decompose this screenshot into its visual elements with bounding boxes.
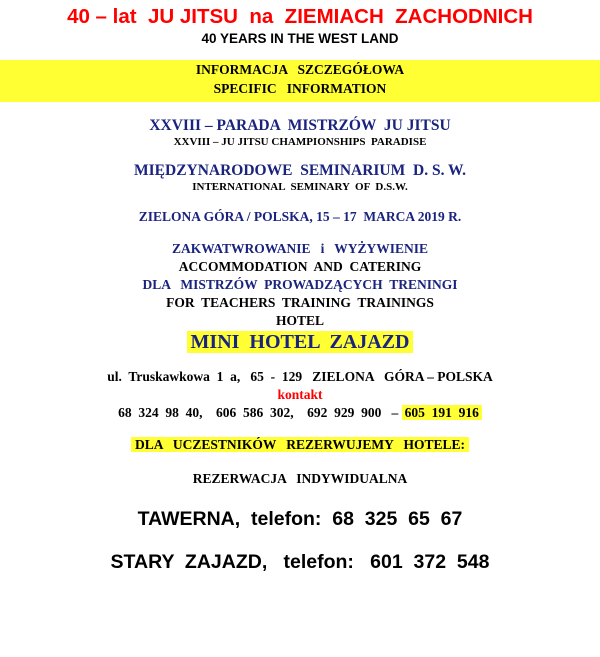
individual-reservation: REZERWACJA INDYWIDUALNA bbox=[192, 471, 408, 486]
info-banner-line-en: SPECIFIC INFORMATION bbox=[213, 81, 387, 96]
contact-label: kontakt bbox=[277, 387, 323, 402]
hotel-label: HOTEL bbox=[275, 313, 324, 328]
accommodation-line-en: ACCOMMODATION AND CATERING bbox=[178, 259, 422, 274]
contact-phones-line bbox=[0, 404, 600, 422]
parade-title-pl: XXVIII – PARADA MISTRZÓW JU JITSU bbox=[149, 117, 451, 134]
event-place-date: ZIELONA GÓRA / POLSKA, 15 – 17 MARCA 2019 R. bbox=[138, 209, 462, 224]
contact-phones: 68 324 98 40, 606 586 302, 692 929 900 – bbox=[118, 405, 399, 420]
seminar-title-en: INTERNATIONAL SEMINARY OF D.S.W. bbox=[192, 181, 408, 193]
accommodation-line-pl: ZAKWATWROWANIE i WYŻYWIENIE bbox=[171, 241, 429, 256]
info-banner bbox=[0, 60, 600, 102]
page-title: 40 – lat JU JITSU na ZIEMIACH ZACHODNICH bbox=[67, 5, 533, 28]
hotel-name: MINI HOTEL ZAJAZD bbox=[187, 331, 414, 353]
reservations-heading: DLA UCZESTNIKÓW REZERWUJEMY HOTELE: bbox=[131, 437, 469, 452]
parade-title-en: XXVIII – JU JITSU CHAMPIONSHIPS PARADISE bbox=[173, 136, 427, 148]
highlighted-phone: 605 191 916 bbox=[402, 405, 482, 420]
teachers-line-en: FOR TEACHERS TRAINING TRAININGS bbox=[166, 295, 434, 310]
teachers-line-pl: DLA MISTRZÓW PROWADZĄCYCH TRENINGI bbox=[142, 277, 458, 292]
hotel-tawerna: TAWERNA, telefon: 68 325 65 67 bbox=[137, 508, 463, 530]
hotel-stary-zajazd: STARY ZAJAZD, telefon: 601 372 548 bbox=[110, 551, 490, 573]
hotel-name-line bbox=[0, 330, 600, 354]
seminar-title-pl: MIĘDZYNARODOWE SEMINARIUM D. S. W. bbox=[134, 162, 466, 179]
page-subtitle: 40 YEARS IN THE WEST LAND bbox=[201, 31, 399, 46]
hotel-address: ul. Truskawkowa 1 a, 65 - 129 ZIELONA GÓRA – POLSKA bbox=[107, 369, 493, 384]
reservations-heading-line bbox=[0, 436, 600, 454]
info-banner-line-pl: INFORMACJA SZCZEGÓŁOWA bbox=[195, 62, 405, 77]
